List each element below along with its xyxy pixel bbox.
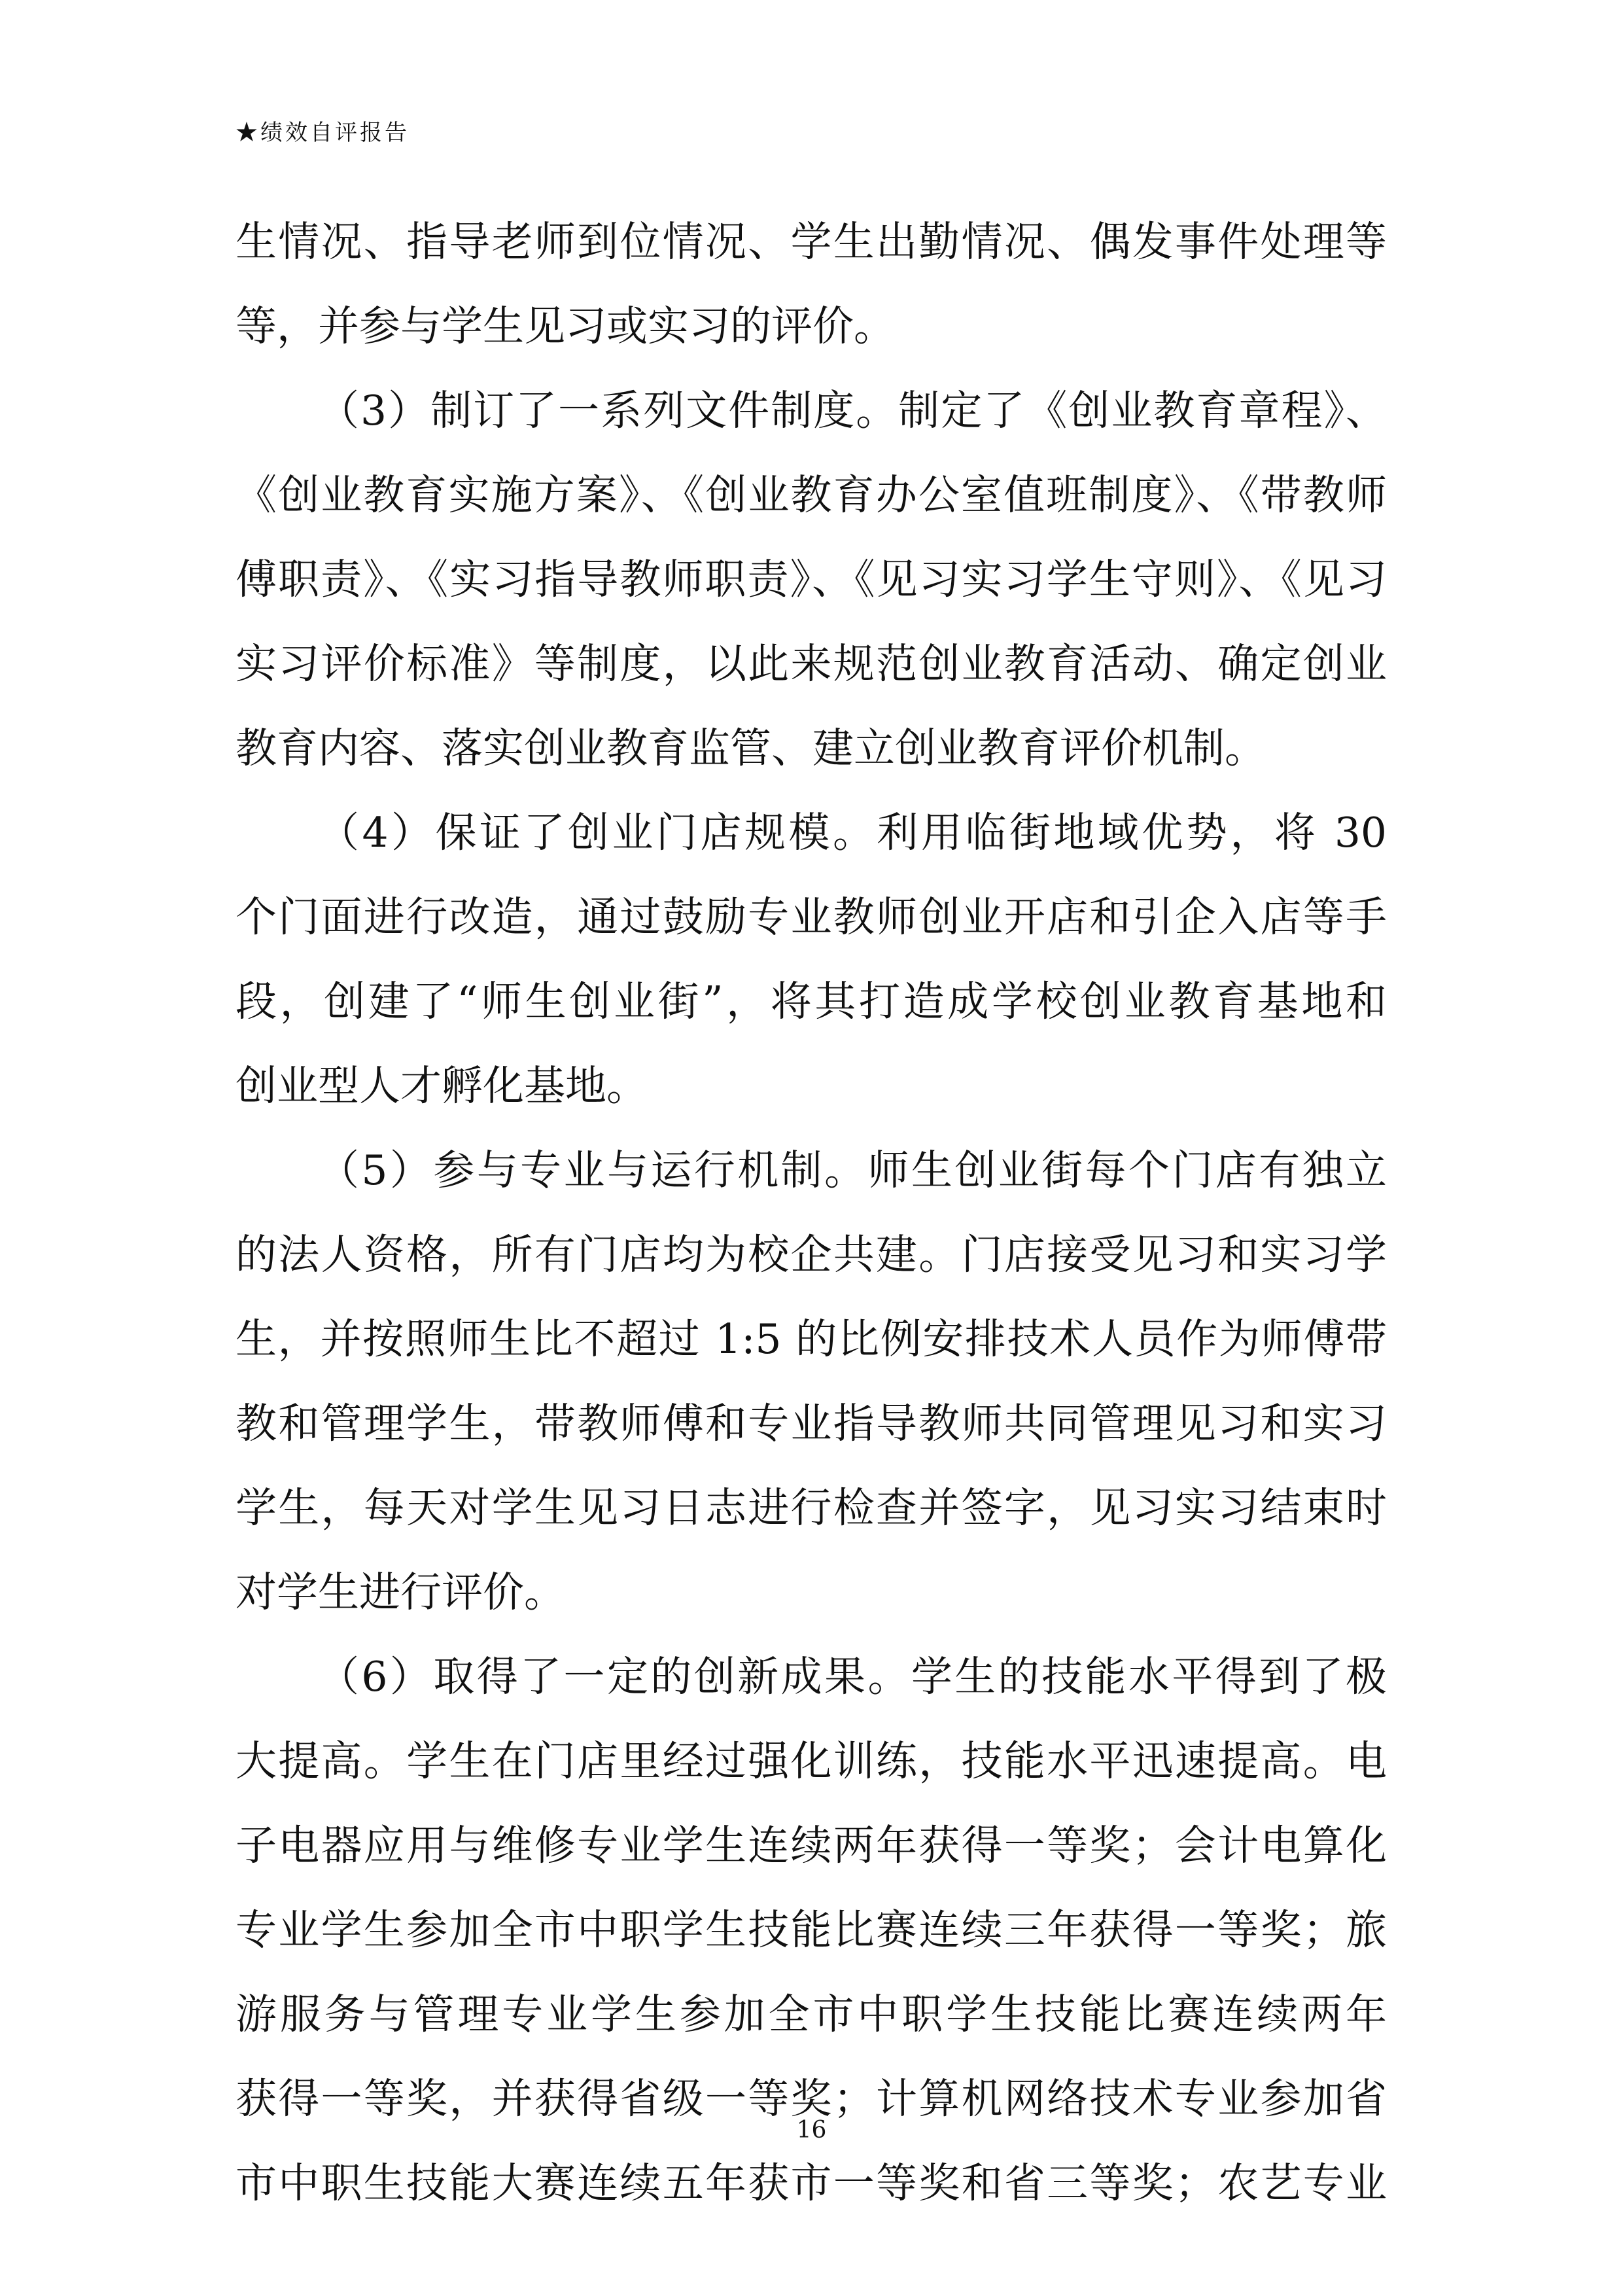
body-text-line: 等，并参与学生见习或实习的评价。 xyxy=(236,302,895,350)
body-text-line: 大提高。学生在门店里经过强化训练，技能水平迅速提高。电 xyxy=(236,1737,1387,1785)
body-text-line: 实习评价标准》等制度，以此来规范创业教育活动、确定创业 xyxy=(236,640,1387,688)
body-text-line: 对学生进行评价。 xyxy=(236,1568,565,1616)
report-header: ★绩效自评报告 xyxy=(236,120,410,146)
paragraph-start-line: （5）参与专业与运行机制。师生创业街每个门店有独立 xyxy=(318,1146,1387,1194)
body-text-line: 生，并按照师生比不超过 1:5 的比例安排技术人员作为师傅带 xyxy=(236,1315,1387,1363)
paragraph-start-line: （6）取得了一定的创新成果。学生的技能水平得到了极 xyxy=(318,1653,1387,1701)
body-text-line: 学生，每天对学生见习日志进行检查并签字，见习实习结束时 xyxy=(236,1484,1387,1532)
body-text-line: 市中职生技能大赛连续五年获市一等奖和省三等奖；农艺专业 xyxy=(236,2159,1387,2207)
body-text-line: 教和管理学生，带教师傅和专业指导教师共同管理见习和实习 xyxy=(236,1400,1387,1447)
body-text-line: 的法人资格，所有门店均为校企共建。门店接受见习和实习学 xyxy=(236,1231,1387,1279)
body-text-line: 个门面进行改造，通过鼓励专业教师创业开店和引企入店等手 xyxy=(236,893,1387,941)
body-text-line: 子电器应用与维修专业学生连续两年获得一等奖；会计电算化 xyxy=(236,1822,1387,1869)
paragraph-start-line: （3）制订了一系列文件制度。制定了《创业教育章程》、 xyxy=(318,387,1387,434)
body-text-line: 段，创建了“师生创业街”，将其打造成学校创业教育基地和 xyxy=(236,978,1387,1025)
body-text-line: 傅职责》、《实习指导教师职责》、《见习实习学生守则》、《见习 xyxy=(236,556,1387,603)
body-text-line: 游服务与管理专业学生参加全市中职学生技能比赛连续两年 xyxy=(236,1990,1387,2038)
body-text-line: 教育内容、落实创业教育监管、建立创业教育评价机制。 xyxy=(236,724,1266,772)
body-text-line: 创业型人才孵化基地。 xyxy=(236,1062,648,1110)
body-text-line: 获得一等奖，并获得省级一等奖；计算机网络技术专业参加省 xyxy=(236,2075,1387,2123)
page-number: 16 xyxy=(796,2117,827,2144)
body-text-line: 生情况、指导老师到位情况、学生出勤情况、偶发事件处理等 xyxy=(236,218,1387,266)
body-text-line: 专业学生参加全市中职学生技能比赛连续三年获得一等奖；旅 xyxy=(236,1906,1387,1954)
body-text-line: 《创业教育实施方案》、《创业教育办公室值班制度》、《带教师 xyxy=(236,471,1387,519)
paragraph-start-line: （4）保证了创业门店规模。利用临街地域优势，将 30 xyxy=(318,809,1387,857)
